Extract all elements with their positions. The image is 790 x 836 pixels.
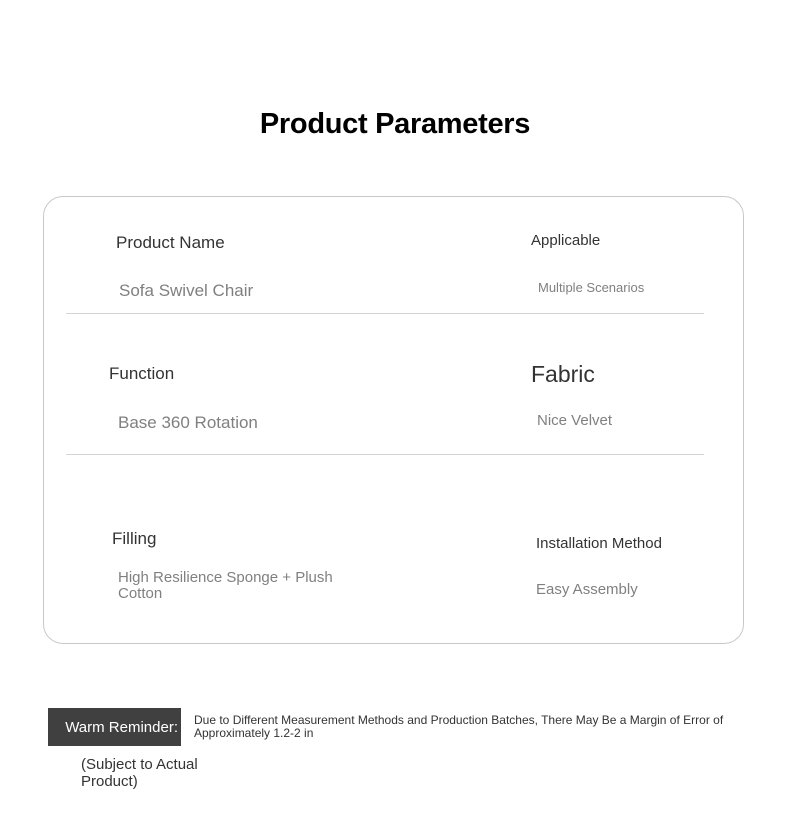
installation-label: Installation Method [536, 535, 662, 552]
product-name-label: Product Name [116, 233, 225, 252]
row-divider [66, 454, 704, 455]
warm-reminder-badge: Warm Reminder: [48, 708, 181, 746]
page-title: Product Parameters [259, 108, 531, 140]
function-label: Function [109, 364, 175, 383]
applicable-label: Applicable [531, 232, 601, 249]
filling-value: High Resilience Sponge + Plush Cotton [118, 569, 333, 602]
applicable-value: Multiple Scenarios [538, 280, 645, 295]
reminder-text: Due to Different Measurement Methods and Production Batches, There May Be a Margin of Error of Approximately 1.2-2 in [194, 713, 724, 740]
fabric-value: Nice Velvet [537, 412, 613, 429]
function-value: Base 360 Rotation [118, 413, 258, 432]
row-divider [66, 313, 704, 314]
product-name-value: Sofa Swivel Chair [119, 281, 254, 300]
installation-value: Easy Assembly [536, 581, 638, 598]
reminder-note: (Subject to Actual Product) [81, 756, 198, 790]
filling-label: Filling [112, 529, 157, 548]
fabric-label: Fabric [531, 361, 595, 387]
